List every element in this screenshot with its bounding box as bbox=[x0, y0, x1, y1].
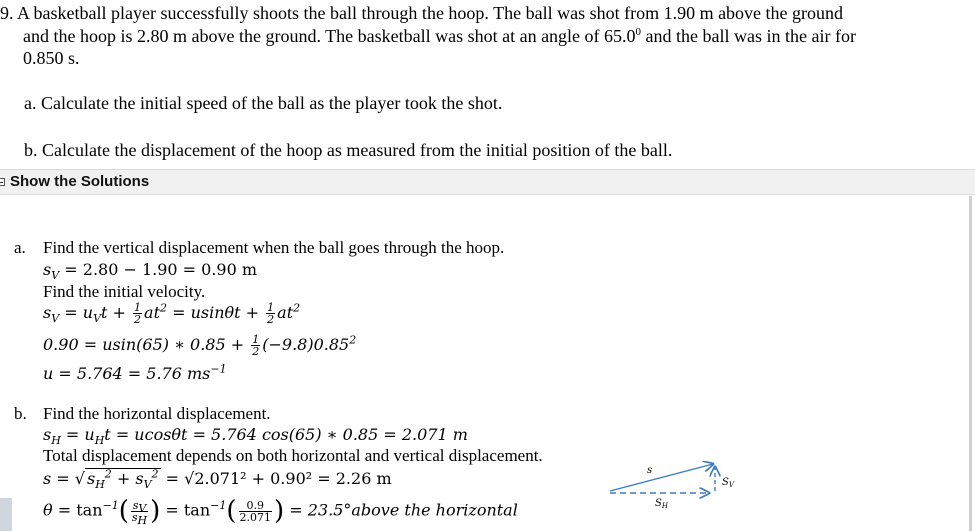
frac-denominator: 2.071 bbox=[239, 510, 272, 524]
solution-a-eq2: $s_V = u_Vt$ + $\frac{1}{2}$ $at^2 = usin\theta t$ + $\frac{1}{2}$ $at^2$ bbox=[43, 301, 301, 326]
solution-b-intro2: Total displacement depends on both horizontal and vertical displacement. bbox=[43, 446, 543, 465]
solutions-toggle-bar[interactable] bbox=[0, 169, 975, 195]
frac-numerator: 0.9 bbox=[239, 500, 273, 512]
part-a-question: a. Calculate the initial speed of the ball as the player took the shot. bbox=[24, 93, 503, 113]
solution-a-eq3-end: (−9.8)0.85 bbox=[262, 335, 350, 354]
solutions-panel bbox=[0, 196, 972, 531]
solution-b-label: b. bbox=[14, 404, 27, 423]
solution-b-eq3-end: = 23.5°above the horizontal bbox=[289, 500, 518, 520]
solution-a-eq3-text: 0.90 = usin(65) ∗ 0.85 + bbox=[43, 335, 245, 354]
question-text-1: A basketball player successfully shoots the ball through the hoop. The ball was shot from 1.90 m above the ground bbox=[17, 3, 844, 23]
question-text-2-end: and the ball was in the air for bbox=[641, 26, 856, 46]
solution-a-label: a. bbox=[14, 238, 26, 257]
question-text-3: 0.850 s. bbox=[23, 48, 80, 68]
show-solutions-link[interactable]: Show the Solutions bbox=[10, 173, 150, 190]
solution-b-eq2-end: = 2.26 m bbox=[312, 469, 392, 488]
question-line-2 bbox=[23, 25, 856, 47]
solution-a-eq3: 0.90 = usin(65) ∗ 0.85 + $\frac{1}{2}$ $(-9.8)0.85^2$ bbox=[43, 333, 357, 358]
solution-a-eq4: u = 5.764 = 5.76 $ms^{-1}$ bbox=[43, 362, 227, 383]
solution-a-eq1: $s_V = 2.80 - 1.90 = 0.90$ m bbox=[43, 260, 258, 283]
diagram-sh-label: $S_H$ bbox=[655, 498, 668, 510]
solution-a-intro: Find the vertical displacement when the ball goes through the hoop. bbox=[43, 238, 505, 257]
vector-diagram bbox=[605, 461, 745, 521]
question-text-2: and the hoop is 2.80 m above the ground. The basketball was shot at an angle of 65.0 bbox=[23, 26, 636, 46]
question-line-1 bbox=[0, 2, 843, 24]
degree-mark: 0 bbox=[635, 26, 642, 38]
solution-b-eq2-mid: = √2.071² + 0.90² bbox=[165, 469, 313, 488]
diagram-sv-label: $S_V$ bbox=[722, 477, 734, 489]
solution-b-eq1-text: t = ucosθt = 5.764 cos(65) ∗ 0.85 = 2.071 m bbox=[104, 425, 468, 444]
solution-b-eq1: $s_H = u_Ht = ucos\theta t = 5.764$ cos(65) ∗ 0.85 = 2.071 m bbox=[43, 425, 468, 448]
diagram-s-label: s bbox=[647, 465, 653, 476]
collapse-icon[interactable] bbox=[0, 178, 5, 186]
solution-b-eq3: $\theta = \tan^{-1}$( $\frac{s_V}{s_H}$ ) = $\tan^{-1}$( $\frac{0.9}{2.071}$ ) = 23.5°above the horizontal bbox=[43, 496, 518, 527]
solution-a-eq4-text: u = 5.764 = 5.76 ms bbox=[43, 364, 211, 383]
solution-b-eq2: s = √ $s_H^2 + s_V^2 = √2.071^2 + 0.90^2 = 2.26$ m bbox=[43, 467, 392, 492]
solution-b-intro: Find the horizontal displacement. bbox=[43, 404, 271, 423]
resultant-vector bbox=[610, 464, 713, 491]
solution-a-intro2: Find the initial velocity. bbox=[43, 282, 206, 301]
solution-a-eq1-text: = 2.80 − 1.90 = 0.90 m bbox=[64, 260, 258, 279]
question-number: 9. bbox=[0, 3, 14, 23]
part-b-question: b. Calculate the displacement of the hoop as measured from the initial position of the ball. bbox=[24, 140, 673, 160]
scroll-thumb[interactable] bbox=[0, 498, 12, 531]
